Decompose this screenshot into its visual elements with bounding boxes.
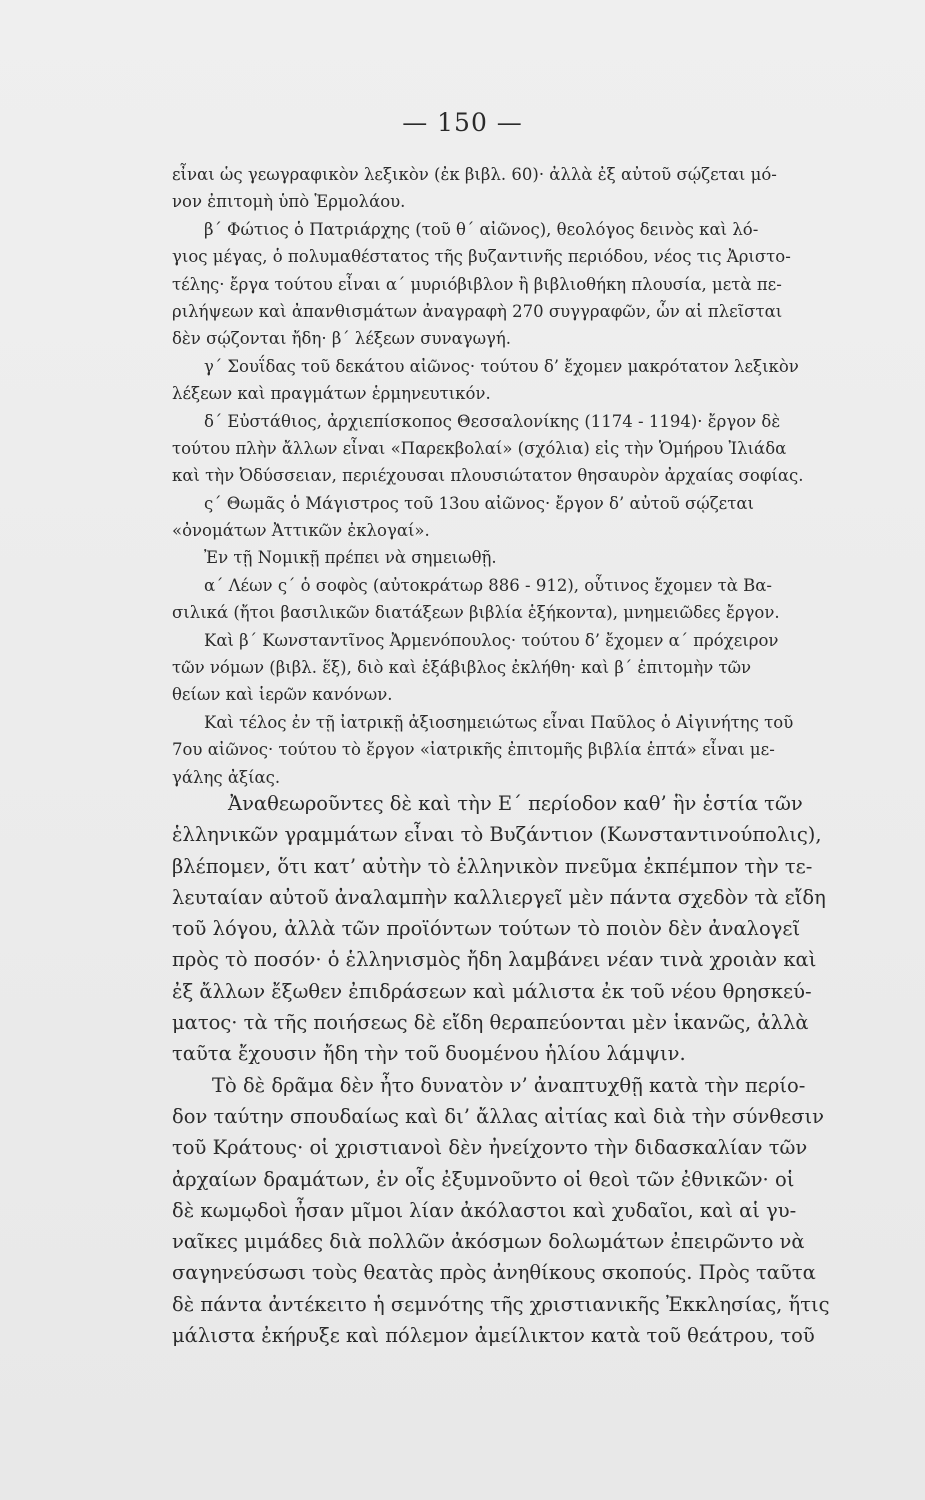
text-line: μάλιστα ἐκήρυξε καὶ πόλεμον ἀμείλικτον κατὰ τοῦ θεάτρου, τοῦ <box>172 1324 815 1348</box>
text-line: ἑλληνικῶν γραμμάτων εἶναι τὸ Βυζάντιον (Κωνσταντινούπολις), <box>172 823 822 847</box>
page-number: — 150 — <box>402 108 523 137</box>
text-line: θείων καὶ ἱερῶν κανόνων. <box>172 685 393 705</box>
text-line: Ἀναθεωροῦντες δὲ καὶ τὴν Ε΄ περίοδον καθ’ ἣν ἑστία τῶν <box>228 792 803 815</box>
text-line: τῶν νόμων (βιβλ. ἕξ), διὸ καὶ ἑξάβιβλος ἐκλήθη· καὶ β΄ ἐπιτομὴν τῶν <box>172 658 752 678</box>
text-line: ἐξ ἄλλων ἔξωθεν ἐπιδράσεων καὶ μάλιστα ἐκ τοῦ νέου θρησκεύ- <box>172 979 812 1003</box>
text-line: δ΄ Εὐστάθιος, ἀρχιεπίσκοπος Θεσσαλονίκης (1174 - 1194)· ἔργον δὲ <box>204 411 781 431</box>
text-line: Τὸ δὲ δρᾶμα δὲν ἦτο δυνατὸν ν’ ἀναπτυχθῇ κατὰ τὴν περίο- <box>212 1073 806 1097</box>
text-line: εἶναι ὡς γεωγραφικὸν λεξικὸν (ἐκ βιβλ. 60)· ἀλλὰ ἐξ αὐτοῦ σῴζεται μό- <box>172 165 777 184</box>
main-text-section <box>172 788 878 1351</box>
small-print-section <box>172 161 878 791</box>
text-line: δὲ κωμῳδοὶ ἦσαν μῖμοι λίαν ἀκόλαστοι καὶ χυδαῖοι, καὶ αἱ γυ- <box>172 1198 797 1222</box>
text-line: Ἐν τῇ Νομικῇ πρέπει νὰ σημειωθῇ. <box>204 548 497 568</box>
text-line: λευταίαν αὐτοῦ ἀναλαμπὴν καλλιεργεῖ μὲν πάντα σχεδὸν τὰ εἴδη <box>172 885 826 909</box>
text-line: ματος· τὰ τῆς ποιήσεως δὲ εἴδη θεραπεύονται μὲν ἱκανῶς, ἀλλὰ <box>172 1011 809 1035</box>
text-line: βλέπομεν, ὅτι κατ’ αὐτὴν τὸ ἑλληνικὸν πνεῦμα ἐκπέμπον τὴν τε- <box>172 854 813 878</box>
text-line: λέξεων καὶ πραγμάτων ἑρμηνευτικόν. <box>172 384 491 404</box>
text-line: πρὸς τὸ ποσόν· ὁ ἑλληνισμὸς ἤδη λαμβάνει νέαν τινὰ χροιὰν καὶ <box>172 948 817 972</box>
text-line: ναῖκες μιμάδες διὰ πολλῶν ἀκόσμων δολωμάτων ἐπειρῶντο νὰ <box>172 1230 805 1254</box>
text-line: 7ου αἰῶνος· τούτου τὸ ἔργον «ἰατρικῆς ἐπιτομῆς βιβλία ἑπτά» εἶναι με- <box>172 740 775 760</box>
text-line: σαγηνεύσωσι τοὺς θεατὰς πρὸς ἀνηθίκους σκοπούς. Πρὸς ταῦτα <box>172 1261 816 1285</box>
text-line: «ὀνομάτων Ἀττικῶν ἐκλογαί». <box>172 521 430 541</box>
text-line: καὶ τὴν Ὀδύσσειαν, περιέχουσαι πλουσιώτατον θησαυρὸν ἀρχαίας σοφίας. <box>172 466 804 486</box>
text-line: τοῦ Κράτους· οἱ χριστιανοὶ δὲν ἠνείχοντο τὴν διδασκαλίαν τῶν <box>172 1136 808 1160</box>
text-line: τούτου πλὴν ἄλλων εἶναι «Παρεκβολαί» (σχόλια) εἰς τὴν Ὁμήρου Ἰλιάδα <box>172 438 787 458</box>
text-line: δὲν σῴζονται ἤδη· β΄ λέξεων συναγωγή. <box>172 329 512 349</box>
text-line: ριλήψεων καὶ ἀπανθισμάτων ἀναγραφὴ 270 συγγραφῶν, ὧν αἱ πλεῖσται <box>172 301 783 321</box>
text-line: δον ταύτην σπουδαίως καὶ δι’ ἄλλας αἰτίας καὶ διὰ τὴν σύνθεσιν <box>172 1104 825 1128</box>
text-line: τέλης· ἔργα τούτου εἶναι α΄ μυριόβιβλον ἢ βιβλιοθήκη πλουσία, μετὰ πε- <box>172 274 782 294</box>
text-line: γάλης ἀξίας. <box>172 767 281 787</box>
text-line: γιος μέγας, ὁ πολυμαθέστατος τῆς βυζαντινῆς περιόδου, νέος τις Ἀριστο- <box>172 247 791 267</box>
text-line: Καὶ τέλος ἐν τῇ ἰατρικῇ ἀξιοσημειώτως εἶναι Παῦλος ὁ Αἰγινήτης τοῦ <box>204 712 794 732</box>
text-line: νον ἐπιτομὴ ὑπὸ Ἑρμολάου. <box>172 192 406 212</box>
text-line: α΄ Λέων ς΄ ὁ σοφὸς (αὐτοκράτωρ 886 - 912), οὗτινος ἔχομεν τὰ Βα- <box>204 575 772 595</box>
text-line: ἀρχαίων δραμάτων, ἐν οἷς ἐξυμνοῦντο οἱ θεοὶ τῶν ἐθνικῶν· οἱ <box>172 1167 795 1191</box>
text-line: β΄ Φώτιος ὁ Πατριάρχης (τοῦ θ΄ αἰῶνος), θεολόγος δεινὸς καὶ λό- <box>204 219 759 239</box>
text-line: δὲ πάντα ἀντέκειτο ἡ σεμνότης τῆς χριστιανικῆς Ἐκκλησίας, ἥτις <box>172 1292 830 1316</box>
text-line: Καὶ β΄ Κωνσταντῖνος Ἀρμενόπουλος· τούτου δ’ ἔχομεν α΄ πρόχειρον <box>204 630 779 650</box>
text-line: τοῦ λόγου, ἀλλὰ τῶν προϊόντων τούτων τὸ ποιὸν δὲν ἀναλογεῖ <box>172 917 801 941</box>
text-line: ς΄ Θωμᾶς ὁ Μάγιστρος τοῦ 13ου αἰῶνος· ἔργον δ’ αὐτοῦ σῴζεται <box>204 493 754 513</box>
text-line: ταῦτα ἔχουσιν ἤδη τὴν τοῦ δυομένου ἡλίου λάμψιν. <box>172 1042 686 1066</box>
text-line: γ΄ Σουΐδας τοῦ δεκάτου αἰῶνος· τούτου δ’ ἔχομεν μακρότατον λεξικὸν <box>204 356 799 376</box>
text-line: σιλικά (ἤτοι βασιλικῶν διατάξεων βιβλία ἑξήκοντα), μνημειῶδες ἔργον. <box>172 603 780 623</box>
